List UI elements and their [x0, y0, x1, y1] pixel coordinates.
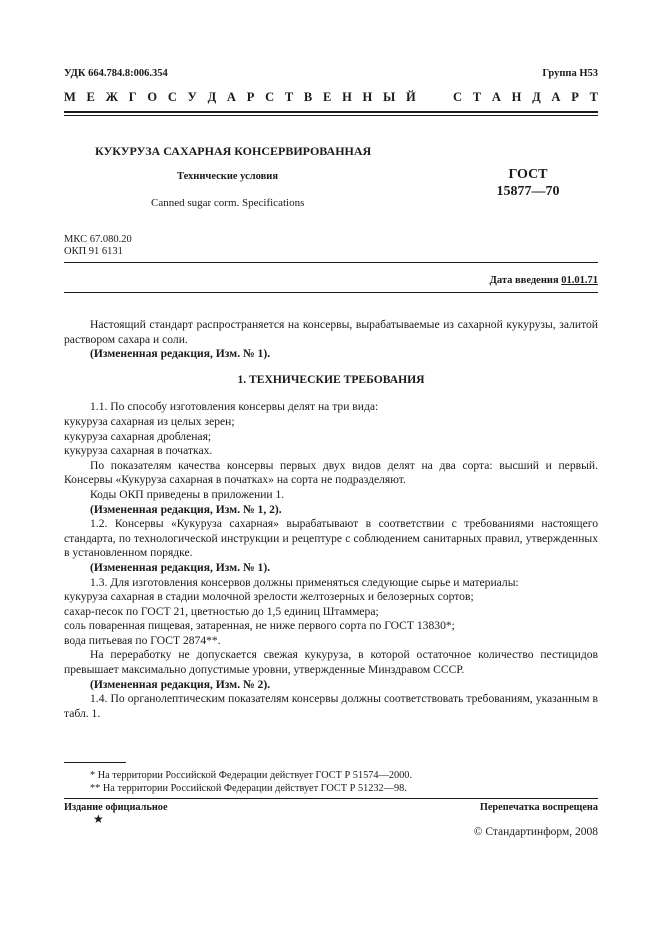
- clause-1-1-grades: По показателям качества консервы первых двух видов делят на два сорта: высший и первый. Консервы «Кукуруза сахарная в початках» на сорта не подразделяют.: [64, 458, 598, 487]
- star-mark: ★: [93, 812, 104, 826]
- official-edition: Издание официальное: [64, 802, 168, 813]
- banner-letter: Н: [511, 90, 522, 104]
- document-title: КУКУРУЗА САХАРНАЯ КОНСЕРВИРОВАННАЯ: [95, 144, 372, 158]
- banner-letter: Г: [128, 90, 137, 104]
- material-item: кукуруза сахарная в стадии молочной зрелости желтозерных и белозерных сортов;: [64, 590, 474, 604]
- clause-1-2: 1.2. Консервы «Кукуруза сахарная» вырабатывают в соответствии с требованиями настоящего стандарта, по технологической инструкции и рецептуре с соблюдением санитарных правил, утвержденных в установленном порядке.: [64, 517, 598, 560]
- banner-letter: А: [226, 90, 236, 104]
- banner-word-interstate: [64, 90, 416, 105]
- banner-word-standard: [453, 90, 598, 105]
- banner-letter: Е: [86, 90, 95, 104]
- banner-letter: Н: [362, 90, 373, 104]
- paragraph-scope: Настоящий стандарт распространяется на консервы, вырабатываемые из сахарной кукурузы, залитой раствором сахара и соли.: [64, 318, 598, 346]
- clause-1-4: 1.4. По органолептическим показателям консервы должны соответствовать требованиям, указанным в табл. 1.: [64, 692, 598, 720]
- banner-letter: Т: [472, 90, 482, 104]
- banner-letter: А: [491, 90, 501, 104]
- material-item: сахар-песок по ГОСТ 21, цветностью до 1,5 единиц Штаммера;: [64, 604, 379, 618]
- footnote-rule: [64, 762, 126, 763]
- clause-1-3-pesticides: На переработку не допускается свежая кукуруза, в которой остаточное количество пестицидов превышает максимально допустимые уровни, утвержденные Минздравом СССР.: [64, 648, 598, 677]
- banner-letter: Е: [322, 90, 332, 104]
- banner-letter: Й: [406, 90, 416, 104]
- edit-note: (Измененная редакция, Изм. № 1, 2).: [90, 502, 282, 516]
- document-subtitle: Технические условия: [177, 171, 279, 182]
- banner-letter: Ж: [105, 90, 118, 104]
- banner-letter: О: [147, 90, 158, 104]
- udk-code: УДК 664.784.8:006.354: [64, 68, 168, 79]
- english-title: Canned sugar corm. Specifications: [151, 197, 305, 209]
- edit-note: (Измененная редакция, Изм. № 2).: [90, 677, 271, 691]
- introduction-date: [490, 275, 598, 286]
- list-item: кукуруза сахарная из целых зерен;: [64, 414, 235, 428]
- group-code: Группа Н53: [542, 68, 598, 79]
- copyright: © Стандартинформ, 2008: [473, 826, 598, 838]
- material-item: соль поваренная пищевая, затаренная, не ниже первого сорта по ГОСТ 13830*;: [64, 619, 455, 633]
- banner-rule-thick: [64, 111, 598, 113]
- banner-letter: М: [64, 90, 76, 104]
- banner-letter: Д: [532, 90, 541, 104]
- date-rule: [64, 292, 598, 293]
- banner-letter: У: [187, 90, 197, 104]
- banner-letter: В: [303, 90, 313, 104]
- okp-code: ОКП 91 6131: [64, 246, 123, 257]
- list-item: кукуруза сахарная в початках.: [64, 444, 213, 458]
- codes-rule: [64, 262, 598, 263]
- banner-letter: Т: [589, 90, 598, 104]
- banner-letter: С: [265, 90, 275, 104]
- banner-letter: А: [551, 90, 561, 104]
- clause-1-3: 1.3. Для изготовления консервов должны применяться следующие сырье и материалы:: [90, 575, 519, 589]
- banner-letter: Н: [342, 90, 352, 104]
- introduction-date-value: 01.01.71: [561, 275, 598, 286]
- banner-letter: С: [167, 90, 177, 104]
- banner-letter: Ы: [383, 90, 396, 104]
- footnote-1: * На территории Российской Федерации действует ГОСТ Р 51574—2000.: [90, 770, 413, 781]
- list-item: кукуруза сахарная дробленая;: [64, 429, 212, 443]
- mks-code: МКС 67.080.20: [64, 234, 132, 245]
- material-item: вода питьевая по ГОСТ 2874**.: [64, 633, 221, 647]
- banner-letter: Р: [571, 90, 579, 104]
- section-heading-technical-requirements: 1. ТЕХНИЧЕСКИЕ ТРЕБОВАНИЯ: [237, 372, 425, 386]
- reprint-prohibited: Перепечатка воспрещена: [479, 802, 598, 813]
- banner-letter: Д: [207, 90, 217, 104]
- introduction-date-label: Дата введения: [489, 275, 562, 286]
- edit-note: (Измененная редакция, Изм. № 1).: [90, 560, 271, 574]
- document-body: [64, 318, 598, 721]
- standard-banner: [64, 90, 598, 105]
- banner-letter: Т: [284, 90, 294, 104]
- banner-rule-thin: [64, 115, 598, 116]
- edit-note: (Измененная редакция, Изм. № 1).: [90, 347, 271, 361]
- banner-letter: С: [453, 90, 463, 104]
- gost-number: 15877—70: [496, 184, 560, 199]
- banner-letter: Р: [246, 90, 255, 104]
- footer-rule: [64, 798, 598, 799]
- clause-1-1: 1.1. По способу изготовления консервы делят на три вида:: [90, 400, 379, 414]
- clause-1-1-okp: Коды ОКП приведены в приложении 1.: [90, 487, 285, 501]
- footnote-2: ** На территории Российской Федерации действует ГОСТ Р 51232—98.: [90, 783, 407, 794]
- gost-label: ГОСТ: [508, 167, 548, 182]
